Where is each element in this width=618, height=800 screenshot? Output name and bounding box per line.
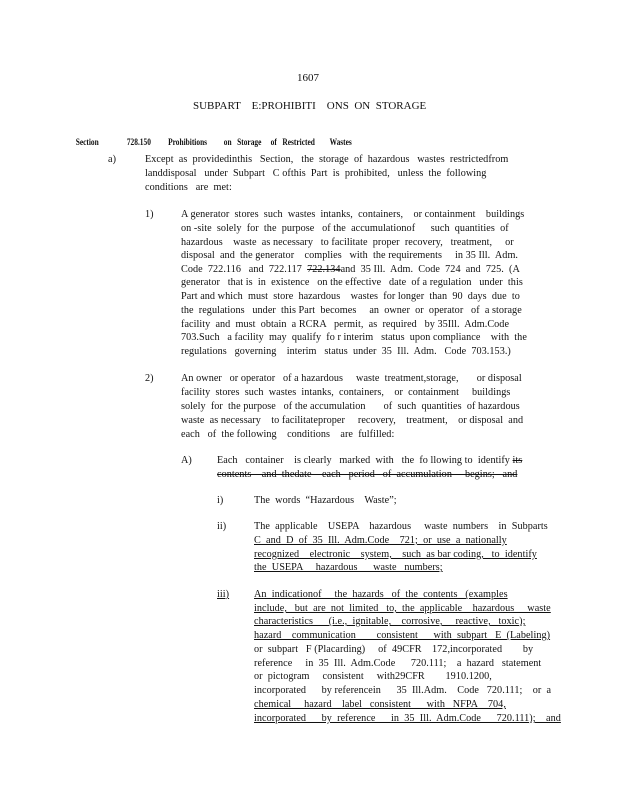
section-label: Section xyxy=(75,138,99,148)
page-number: 1607 xyxy=(297,72,319,84)
paragraph-2-line-1: An owner or operator of a hazardous waste treatment,storage, or disposal xyxy=(181,373,522,384)
deleted-text: 722.134 xyxy=(307,264,341,275)
paragraph-1-line-9: facility and must obtain a RCRA permit, as required by 35Ill. Adm.Code xyxy=(181,319,510,330)
item-ii-line-1: The applicable USEPA hazardous waste numbers in Subparts xyxy=(254,521,548,532)
paragraph-1-line-3: hazardous waste as necessary to facilitate proper recovery, treatment, or xyxy=(181,237,514,248)
paragraph-2-line-5: each of the following conditions are fulfilled: xyxy=(181,429,395,440)
paragraph-1-line-6: generator that is in existence on the effective date of a regulation under this xyxy=(181,277,523,288)
paragraph-1-line-5 xyxy=(181,263,520,277)
subparagraph-A-line-2-deleted: contents and thedate each period of accumulation begins; and xyxy=(217,469,518,480)
subparagraph-A-marker: A) xyxy=(181,455,192,466)
section-title: Prohibitions on Storage of Restricted Wastes xyxy=(168,138,352,148)
item-iii-line-1: An indicationof the hazards of the contents (examples xyxy=(254,589,508,600)
deleted-text: its xyxy=(512,455,523,466)
item-iii-line-3: characteristics (i.e., ignitable, corrosive, reactive, toxic); xyxy=(254,616,526,627)
paragraph-2-line-2: facility stores such wastes intanks, containers, or containment buildings xyxy=(181,387,511,398)
item-iii-line-5: or subpart F (Placarding) of 49CFR 172,incorporated by xyxy=(254,644,534,655)
paragraph-1-line-11: regulations governing interim status under 35 Ill. Adm. Code 703.153.) xyxy=(181,346,511,357)
paragraph-1-line-8: the regulations under this Part becomes an owner or operator of a storage xyxy=(181,305,522,316)
code-reference-cont: and 35 Ill. Adm. Code 724 and 725. (A xyxy=(340,264,520,275)
subsection-a-line-3: conditions are met: xyxy=(145,182,232,193)
item-iii-line-4: hazard communication consistent with subpart E (Labeling) xyxy=(254,630,551,641)
subsection-a-line-1: Except as providedinthis Section, the storage of hazardous wastes restrictedfrom xyxy=(145,154,509,165)
subpart-title: SUBPART E:PROHIBITI ONS ON STORAGE xyxy=(193,100,427,112)
subparagraph-A-line-1 xyxy=(217,454,522,468)
paragraph-1-line-2: on -site solely for the purpose of the accumulationof such quantities of xyxy=(181,223,509,234)
item-iii-line-6: reference in 35 Ill. Adm.Code 720.111; a hazard statement xyxy=(254,658,542,669)
paragraph-1-line-7: Part and which must store hazardous wastes for longer than 90 days due to xyxy=(181,291,520,302)
paragraph-1-line-1: A generator stores such wastes intanks, containers, or containment buildings xyxy=(181,209,525,220)
item-ii-marker: ii) xyxy=(217,521,227,532)
subsection-a-marker: a) xyxy=(108,154,117,165)
subsection-a-line-2: landdisposal under Subpart C ofthis Part is prohibited, unless the following xyxy=(145,168,487,179)
paragraph-2-marker: 2) xyxy=(145,373,154,384)
section-number: 728.150 xyxy=(126,138,151,148)
item-iii-line-8: incorporated by referencein 35 Ill.Adm. Code 720.111; or a xyxy=(254,685,552,696)
paragraph-1-line-10: 703.Such a facility may qualify fo r interim status upon compliance with the xyxy=(181,332,527,343)
item-ii-line-2 xyxy=(254,534,507,548)
item-i-text: The words “Hazardous Waste”; xyxy=(254,495,397,506)
section-heading xyxy=(72,128,352,148)
inserted-text: or use a nationally xyxy=(417,535,507,546)
paragraph-1-line-4: disposal and the generator complies with the requirements in 35 Ill. Adm. xyxy=(181,250,519,261)
paragraph-2-line-4: waste as necessary to facilitateproper recovery, treatment, or disposal and xyxy=(181,415,524,426)
subparagraph-A-text: Each container is clearly marked with the fo llowing to identify xyxy=(217,455,510,466)
item-ii-line-4-inserted: the USEPA hazardous waste numbers; xyxy=(254,562,443,573)
item-iii-line-7: or pictogram consistent with29CFR 1910.1200, xyxy=(254,671,492,682)
paragraph-1-marker: 1) xyxy=(145,209,154,220)
item-iii-line-2: include, but are not limited to, the applicable hazardous waste xyxy=(254,603,551,614)
item-iii-marker: iii) xyxy=(217,589,230,600)
item-iii-line-10: incorporated by reference in 35 Ill. Adm.Code 720.111); and xyxy=(254,713,561,724)
item-i-marker: i) xyxy=(217,495,224,506)
item-iii-line-9: chemical hazard label consistent with NFPA 704, xyxy=(254,699,506,710)
code-reference: Code 722.116 and 722.117 xyxy=(181,264,302,275)
paragraph-2-line-3: solely for the purpose of the accumulation of such quantities of hazardous xyxy=(181,401,520,412)
item-ii-line-3-inserted: recognized electronic system, such as bar coding, to identify xyxy=(254,549,537,560)
item-ii-line-2-text: C and D of 35 Ill. Adm.Code 721; xyxy=(254,535,418,546)
